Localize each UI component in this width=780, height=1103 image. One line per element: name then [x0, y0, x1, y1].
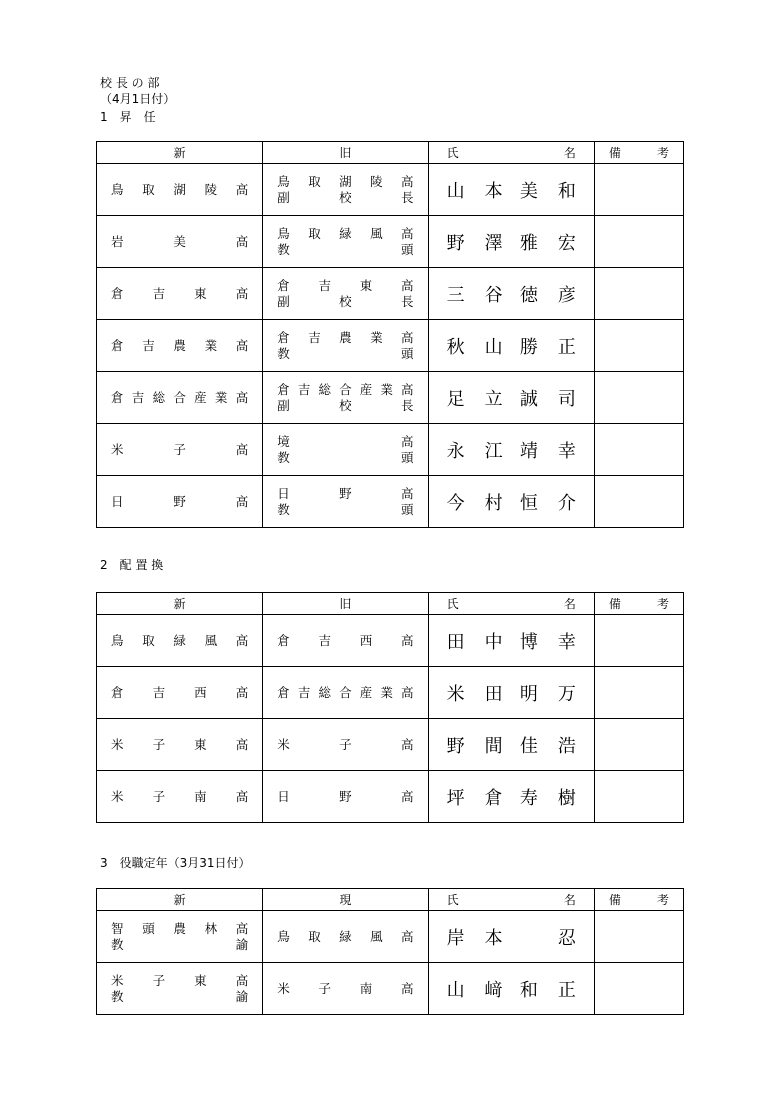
person-name-cell	[428, 216, 594, 268]
table-header-row	[97, 889, 684, 911]
position-text: 日 野 高	[277, 788, 414, 804]
new-position-cell	[97, 963, 263, 1015]
table-header-row	[97, 142, 684, 164]
person-name-cell	[428, 476, 594, 528]
person-name: 山 本 美 和	[446, 180, 576, 202]
previous-position-cell	[263, 911, 428, 963]
section-title-retirement: 3 役職定年（3月31日付）	[100, 856, 251, 870]
person-name-cell	[428, 164, 594, 216]
previous-position-cell	[263, 771, 428, 823]
position-text: 智 頭 農 林 高	[111, 920, 249, 936]
table-row	[97, 164, 684, 216]
position-text: 岩 美 高	[111, 233, 249, 249]
position-text: 倉 吉 総 合 産 業 高	[277, 381, 414, 397]
note-cell	[594, 771, 683, 823]
header-name: 氏 名	[428, 593, 594, 615]
person-name: 秋 山 勝 正	[446, 336, 576, 358]
new-position-cell	[97, 667, 263, 719]
transfer-table	[96, 592, 684, 823]
note-cell	[594, 476, 683, 528]
table-row	[97, 963, 684, 1015]
position-text: 米 子 高	[277, 736, 414, 752]
person-name: 三 谷 徳 彦	[446, 284, 576, 306]
position-text: 日 野 高	[277, 485, 414, 501]
table-row	[97, 268, 684, 320]
table-row	[97, 216, 684, 268]
note-cell	[594, 667, 683, 719]
position-text: 倉 吉 総 合 産 業 高	[111, 389, 249, 405]
header-note: 備 考	[594, 142, 683, 164]
new-position-cell	[97, 424, 263, 476]
table-row	[97, 372, 684, 424]
person-name: 山 﨑 和 正	[446, 979, 576, 1001]
promotion-table	[96, 141, 684, 528]
position-text: 教 頭	[277, 345, 414, 361]
person-name: 永 江 靖 幸	[446, 440, 576, 462]
position-text: 教 諭	[111, 988, 249, 1004]
new-position-cell	[97, 164, 263, 216]
position-text: 倉 吉 総 合 産 業 高	[277, 684, 414, 700]
previous-position-cell	[263, 476, 428, 528]
new-position-cell	[97, 771, 263, 823]
previous-position-cell	[263, 372, 428, 424]
new-position-cell	[97, 320, 263, 372]
position-text: 日 野 高	[111, 493, 249, 509]
note-cell	[594, 963, 683, 1015]
person-name-cell	[428, 615, 594, 667]
position-text: 米 子 南 高	[111, 788, 249, 804]
position-text: 鳥 取 湖 陵 高	[111, 181, 249, 197]
new-position-cell	[97, 216, 263, 268]
position-text: 教 諭	[111, 936, 249, 952]
previous-position-cell	[263, 963, 428, 1015]
table-row	[97, 320, 684, 372]
position-text: 教 頭	[277, 449, 414, 465]
position-text: 倉 吉 西 高	[111, 684, 249, 700]
previous-position-cell	[263, 667, 428, 719]
person-name-cell	[428, 667, 594, 719]
new-position-cell	[97, 615, 263, 667]
person-name-cell	[428, 424, 594, 476]
position-text: 鳥 取 緑 風 高	[277, 928, 414, 944]
note-cell	[594, 372, 683, 424]
position-text: 境 高	[277, 433, 414, 449]
person-name: 坪 倉 寿 樹	[446, 787, 576, 809]
header-new: 新	[97, 889, 263, 911]
effective-date: （4月1日付）	[100, 92, 176, 106]
table-row	[97, 911, 684, 963]
retirement-table	[96, 888, 684, 1015]
header-new: 新	[97, 593, 263, 615]
document-title: 校 長 の 部	[100, 76, 160, 90]
person-name: 今 村 恒 介	[446, 492, 576, 514]
position-text: 倉 吉 農 業 高	[277, 329, 414, 345]
person-name: 野 間 佳 浩	[446, 735, 576, 757]
position-text: 倉 吉 東 高	[111, 285, 249, 301]
new-position-cell	[97, 476, 263, 528]
position-text: 米 子 東 高	[111, 972, 249, 988]
table-header-row	[97, 593, 684, 615]
header-new: 新	[97, 142, 263, 164]
header-name: 氏 名	[428, 142, 594, 164]
new-position-cell	[97, 911, 263, 963]
table-row	[97, 615, 684, 667]
person-name-cell	[428, 268, 594, 320]
position-text: 米 子 東 高	[111, 736, 249, 752]
table-row	[97, 476, 684, 528]
note-cell	[594, 268, 683, 320]
person-name: 米 田 明 万	[446, 683, 576, 705]
note-cell	[594, 719, 683, 771]
person-name-cell	[428, 320, 594, 372]
position-text: 倉 吉 農 業 高	[111, 337, 249, 353]
table-row	[97, 667, 684, 719]
section-title-transfer: 2 配 置 換	[100, 558, 164, 572]
new-position-cell	[97, 268, 263, 320]
previous-position-cell	[263, 268, 428, 320]
header-current: 現	[263, 889, 428, 911]
position-text: 鳥 取 緑 風 高	[111, 632, 249, 648]
position-text: 副 校 長	[277, 189, 414, 205]
header-old: 旧	[263, 593, 428, 615]
note-cell	[594, 615, 683, 667]
person-name: 岸 本 忍	[446, 927, 576, 949]
table-row	[97, 719, 684, 771]
new-position-cell	[97, 719, 263, 771]
position-text: 米 子 高	[111, 441, 249, 457]
header-old: 旧	[263, 142, 428, 164]
table-row	[97, 424, 684, 476]
position-text: 鳥 取 緑 風 高	[277, 225, 414, 241]
position-text: 倉 吉 東 高	[277, 277, 414, 293]
position-text: 教 頭	[277, 241, 414, 257]
note-cell	[594, 911, 683, 963]
note-cell	[594, 320, 683, 372]
position-text: 倉 吉 西 高	[277, 632, 414, 648]
header-note: 備 考	[594, 889, 683, 911]
position-text: 鳥 取 湖 陵 高	[277, 173, 414, 189]
header-note: 備 考	[594, 593, 683, 615]
previous-position-cell	[263, 216, 428, 268]
person-name-cell	[428, 719, 594, 771]
previous-position-cell	[263, 719, 428, 771]
previous-position-cell	[263, 615, 428, 667]
person-name-cell	[428, 963, 594, 1015]
person-name-cell	[428, 771, 594, 823]
position-text: 教 頭	[277, 501, 414, 517]
person-name-cell	[428, 372, 594, 424]
person-name: 足 立 誠 司	[446, 388, 576, 410]
previous-position-cell	[263, 320, 428, 372]
previous-position-cell	[263, 424, 428, 476]
section-title-promotion: 1 昇 任	[100, 110, 156, 124]
position-text: 副 校 長	[277, 293, 414, 309]
position-text: 副 校 長	[277, 397, 414, 413]
new-position-cell	[97, 372, 263, 424]
header-name: 氏 名	[428, 889, 594, 911]
note-cell	[594, 424, 683, 476]
person-name: 野 澤 雅 宏	[446, 232, 576, 254]
previous-position-cell	[263, 164, 428, 216]
person-name: 田 中 博 幸	[446, 631, 576, 653]
position-text: 米 子 南 高	[277, 980, 414, 996]
note-cell	[594, 216, 683, 268]
note-cell	[594, 164, 683, 216]
table-row	[97, 771, 684, 823]
person-name-cell	[428, 911, 594, 963]
